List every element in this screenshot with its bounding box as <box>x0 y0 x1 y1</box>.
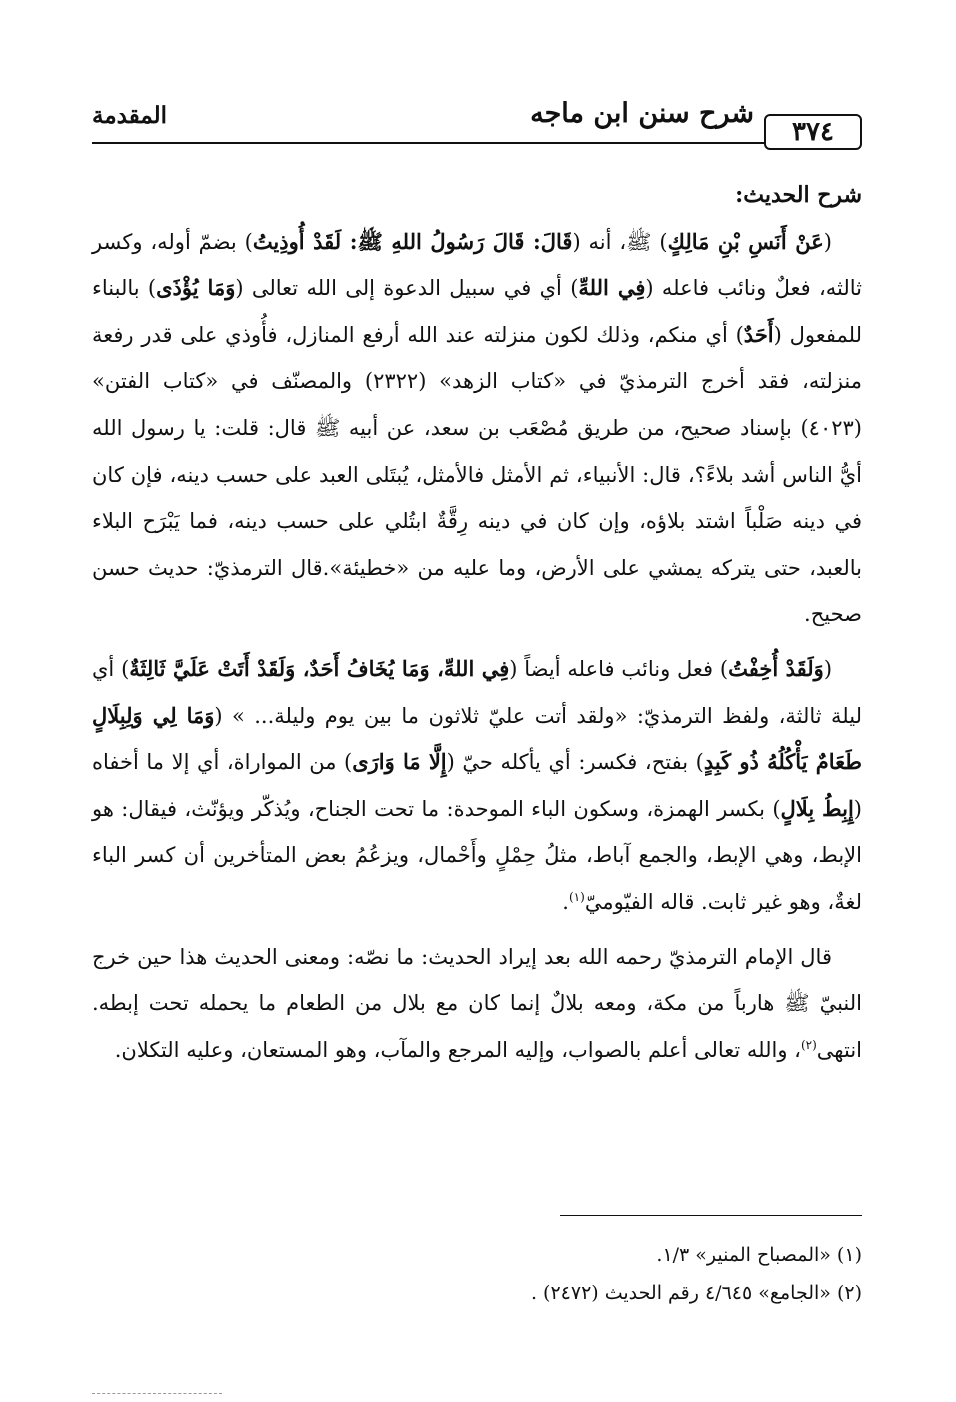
footnotes <box>92 1236 862 1312</box>
book-title: شرح سنن ابن ماجه <box>530 98 754 129</box>
header-rule <box>92 142 766 144</box>
paragraph-1 <box>92 219 862 638</box>
page-number-box <box>764 114 862 150</box>
footnote-2: (٢) «الجامع» ٤/٦٤٥ رقم الحديث (٢٤٧٢) . <box>530 1282 862 1304</box>
text-run: قال الإمام الترمذيّ رحمه الله بعد إيراد الحديث: ما نصّه: ومعنى الحديث هذا حين خرج النبيّ ﷺ هارباً من مكة، ومعه بلالٌ إنما كان مع بلال من الطعام ما يحمله تحت إبطه. انتهى <box>92 944 862 1062</box>
paragraph-2 <box>92 646 862 926</box>
text-run: ( <box>823 229 832 254</box>
text-run: ) بالبناء للمفعول ( <box>92 276 862 347</box>
text-run: ) أي في سبيل الدعوة إلى الله تعالى ( <box>235 276 579 301</box>
hadith-quote: فِي اللهِّ، وَمَا يُخَافُ أَحَدٌ، وَلَقَدْ أَتَتْ عَلَيَّ ثَالِثَةٌ <box>129 655 510 681</box>
hadith-quote: فِي اللهِّ <box>578 275 646 301</box>
text-run: ) بفتح، فكسر: أي يأكله حيّ ( <box>446 750 704 775</box>
text-run: . <box>562 889 569 914</box>
paragraph-3 <box>92 934 862 1074</box>
hadith-quote: إِبِطُ بِلَالٍ <box>780 795 854 821</box>
footnote-1: (١) «المصباح المنير» ١/٣. <box>656 1244 862 1266</box>
text-run: ) من المواراة، أي إلا ما أخفاه ( <box>92 750 862 821</box>
text-run: ، والله تعالى أعلم بالصواب، وإليه المرجع والمآب، وهو المستعان، وعليه التكلان. <box>114 1037 801 1062</box>
scan-artifact-line <box>92 1393 222 1394</box>
hadith-quote: عَنْ أَنَسِ بْنِ مَالِكٍ <box>667 228 824 254</box>
hadith-quote: وَمَا يُؤْذَى <box>156 275 236 301</box>
text-run: ) أي منكم، وذلك لكون منزلته عند الله أرفع المنازل، فأُوذي على قدر رفعة منزلته، فقد أخرج الترمذيّ في «كتاب الزهد» (٢٣٢٢) والمصنّف في «كتاب الفتن» (٤٠٢٣) بإسناد صحيح، من طريق مُصْعَب بن سعد، عن أبيه ﷺ قال: قلت: يا رسول الله أيُّ الناس أشد بلاءً؟، قال: الأنبياء، ثم الأمثل فالأمثل، يُبتَلى العبد على حسب دينه، فإن كان في دينه صَلْباً اشتد بلاؤه، وإن كان في دينه رِقَّةٌ ابتُلي على حسب دينه، فما يَبْرَح البلاء بالعبد، حتى يتركه يمشي على الأرض، وما عليه من «خطيئة».قال الترمذيّ: حديث حسن صحيح. <box>92 322 862 627</box>
page-header <box>92 96 862 156</box>
footnote-ref[interactable]: (١) <box>568 889 585 904</box>
hadith-quote: إِلَّا مَا وَارَى <box>352 749 447 775</box>
page-number: ٣٧٤ <box>792 117 834 147</box>
section-heading: شرح الحديث: <box>735 182 862 208</box>
hadith-quote: وَلَقَدْ أُخِفْتُ <box>728 655 824 681</box>
section-title: المقدمة <box>92 102 168 129</box>
footnote-separator <box>560 1215 862 1216</box>
hadith-quote: قَالَ: قَالَ رَسُولُ اللهِ ﷺ: لَقَدْ أُوذِيتُ <box>252 228 573 254</box>
hadith-quote: وَمَا لِي وَلِبِلَالٍ طَعَامٌ يَأْكُلُهُ ذُو كَبِدٍ <box>92 702 862 775</box>
text-run: ) بكسر الهمزة، وسكون الباء الموحدة: ما تحت الجناح، ويُذكّر ويؤنّث، فيقال: هو الإبط، وهي الإبط، والجمع آباط، مثلُ حِمْلٍ وأَحْمال، ويزعُمُ بعض المتأخرين أن كسر الباء لغةٌ، وهو غير ثابت. قاله الفيّوميّ <box>92 796 862 914</box>
text-run: ) ﷺ، أنه ( <box>572 229 668 254</box>
text-run: ( <box>823 656 833 681</box>
text-run: ) فعل ونائب فاعله أيضاً ( <box>509 656 729 681</box>
main-text <box>92 172 862 1073</box>
footnote-ref[interactable]: (٢) <box>800 1037 817 1052</box>
text-run: ) أي ليلة ثالثة، ولفظ الترمذيّ: «ولقد أتت عليّ ثلاثون ما بين يوم وليلة... » ( <box>92 656 862 728</box>
text-run: ) بضمّ أوله، وكسر ثالثه، فعلٌ ونائب فاعله ( <box>92 229 862 301</box>
hadith-quote: أَحَدٌ <box>743 321 774 347</box>
